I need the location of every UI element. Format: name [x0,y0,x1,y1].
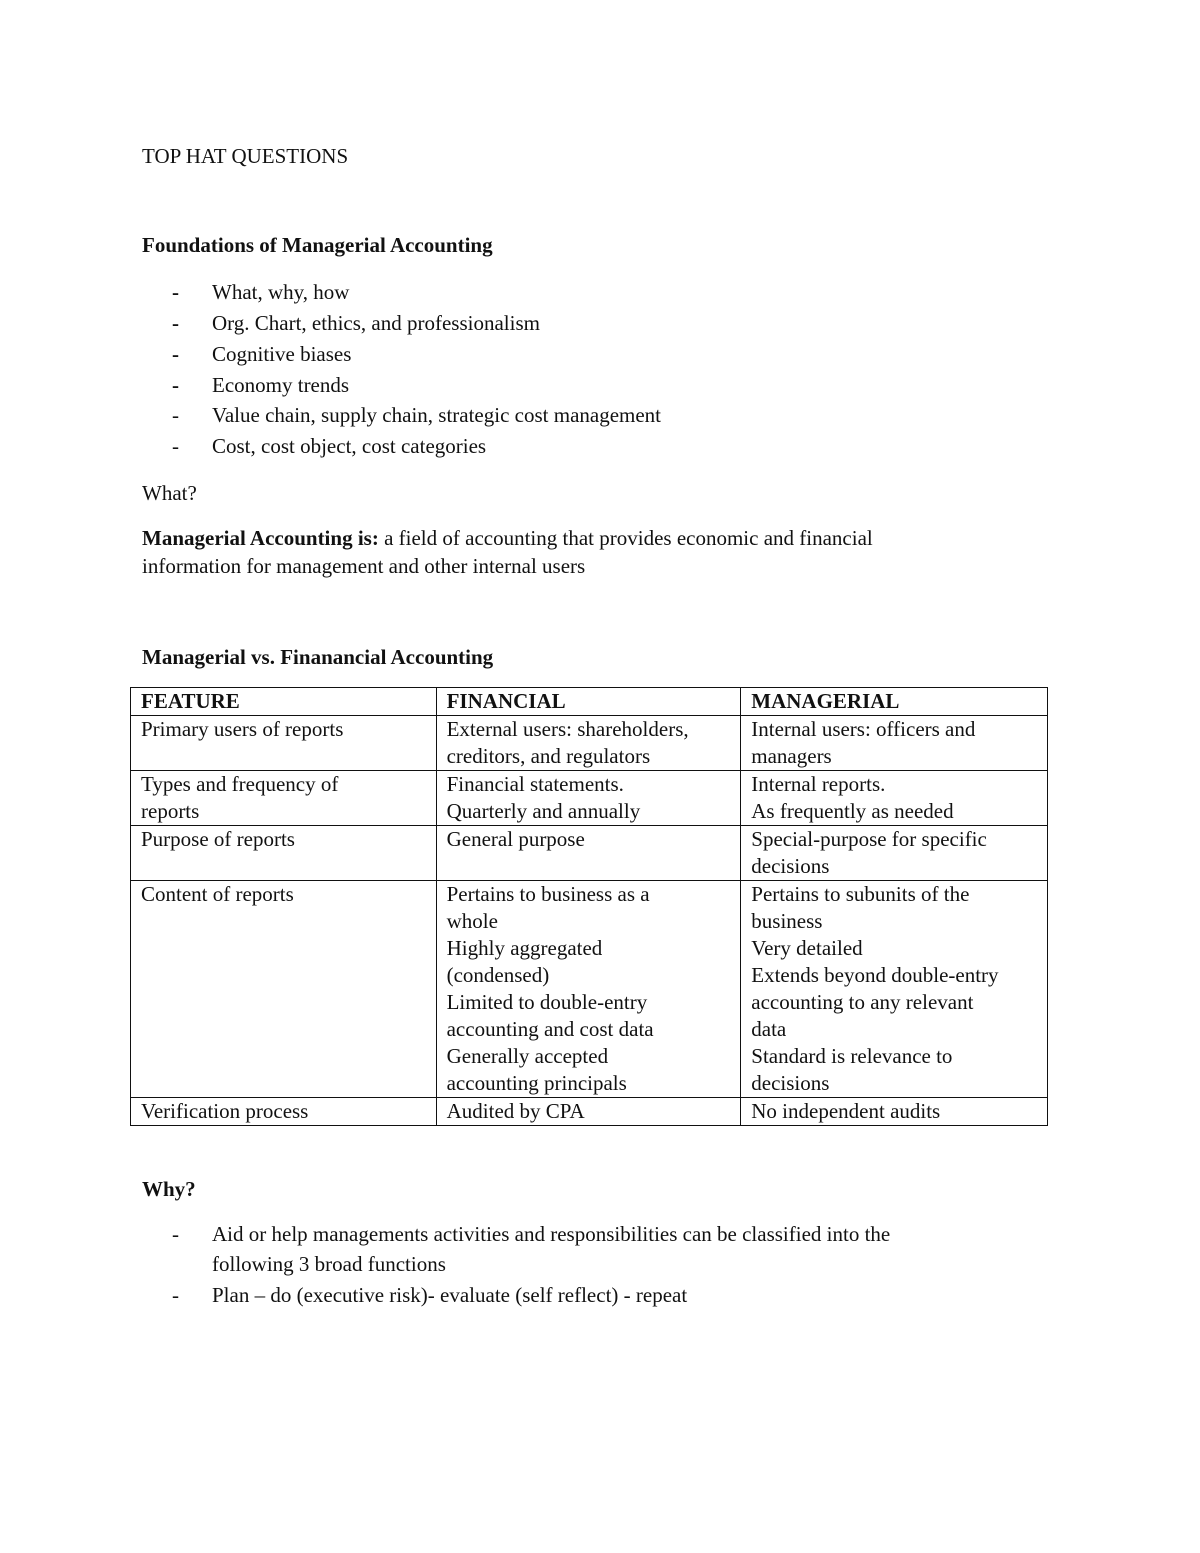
cell-line: Limited to double-entry [446,990,648,1014]
cell-line: External users: shareholders, [446,717,689,741]
cell-line: Financial statements. [446,772,624,796]
cell-line: Special-purpose for specific [751,827,987,851]
definition-line-2: information for management and other internal users [142,554,586,578]
cell-line: decisions [751,854,830,878]
column-header-financial: FINANCIAL [436,688,741,716]
cell-line: Standard is relevance to [751,1044,953,1068]
cell-line: (condensed) [446,963,550,987]
table-row [131,881,1048,1098]
document-title: TOP HAT QUESTIONS [142,144,349,168]
table-header-row [131,688,1048,716]
bullet-dash: - [172,342,179,366]
table-cell-financial [436,1098,741,1126]
table-cell-managerial [741,881,1048,1098]
table-cell-feature [131,826,437,881]
bullet-dash: - [172,403,179,427]
cell-line: whole [446,909,498,933]
cell-line: accounting to any relevant [751,990,974,1014]
cell-line: Audited by CPA [446,1099,585,1123]
cell-line: managers [751,744,832,768]
table-row [131,716,1048,771]
table-cell-feature [131,716,437,771]
table-row [131,771,1048,826]
cell-line: Purpose of reports [141,827,295,851]
list-item [172,341,1072,368]
list-item-text: following 3 broad functions [212,1252,446,1276]
cell-line: Pertains to business as a [446,882,650,906]
cell-line: Highly aggregated [446,936,603,960]
column-header-managerial: MANAGERIAL [741,688,1048,716]
section-heading-comparison: Managerial vs. Finanancial Accounting [142,645,494,669]
cell-line: decisions [751,1071,830,1095]
table-cell-feature [131,771,437,826]
table-cell-financial [436,826,741,881]
list-item [172,372,1072,399]
cell-line: Pertains to subunits of the [751,882,970,906]
list-item [172,1221,1072,1277]
definition-line-1 [142,525,873,552]
cell-line: accounting principals [446,1071,627,1095]
cell-line: data [751,1017,787,1041]
cell-line: business [751,909,823,933]
table-cell-managerial [741,1098,1048,1126]
list-item-text: What, why, how [212,280,350,304]
definition-text: a field of accounting that provides economic and financial [378,526,873,550]
bullet-dash: - [172,434,179,458]
section-heading-foundations: Foundations of Managerial Accounting [142,233,493,257]
list-item [172,279,1072,306]
cell-line: Types and frequency of [141,772,339,796]
what-label: What? [142,481,197,505]
cell-line: Very detailed [751,936,863,960]
table-cell-financial [436,771,741,826]
bullet-dash: - [172,1222,179,1246]
table-cell-managerial [741,771,1048,826]
cell-line: Primary users of reports [141,717,344,741]
table-cell-financial [436,716,741,771]
cell-line: As frequently as needed [751,799,954,823]
list-item-text: Value chain, supply chain, strategic cost management [212,403,662,427]
table-row [131,1098,1048,1126]
cell-line: Verification process [141,1099,309,1123]
list-item-text: Cost, cost object, cost categories [212,434,487,458]
table-row [131,826,1048,881]
cell-line: Content of reports [141,882,294,906]
cell-line: General purpose [446,827,585,851]
list-item [172,1282,1072,1309]
list-item-text: Aid or help managements activities and responsibilities can be classified into the [212,1222,891,1246]
cell-line: accounting and cost data [446,1017,654,1041]
cell-line: Internal users: officers and [751,717,976,741]
bullet-dash: - [172,373,179,397]
section-heading-why: Why? [142,1177,196,1201]
table-cell-managerial [741,826,1048,881]
bullet-dash: - [172,1283,179,1307]
list-item-text: Plan – do (executive risk)- evaluate (self reflect) - repeat [212,1283,688,1307]
list-item-text: Org. Chart, ethics, and professionalism [212,311,540,335]
cell-line: creditors, and regulators [446,744,651,768]
column-header-feature: FEATURE [131,688,437,716]
bullet-dash: - [172,280,179,304]
list-item-text: Cognitive biases [212,342,352,366]
definition-term: Managerial Accounting is: [142,526,379,550]
list-item [172,310,1072,337]
list-item [172,402,1072,429]
cell-line: Internal reports. [751,772,886,796]
cell-line: reports [141,799,200,823]
cell-line: Generally accepted [446,1044,609,1068]
list-item [172,433,1072,460]
list-item-text: Economy trends [212,373,350,397]
bullet-dash: - [172,311,179,335]
comparison-table [130,687,1048,1126]
cell-line: Quarterly and annually [446,799,641,823]
table-cell-financial [436,881,741,1098]
table-cell-feature [131,881,437,1098]
cell-line: No independent audits [751,1099,941,1123]
table-cell-feature [131,1098,437,1126]
table-cell-managerial [741,716,1048,771]
cell-line: Extends beyond double-entry [751,963,999,987]
